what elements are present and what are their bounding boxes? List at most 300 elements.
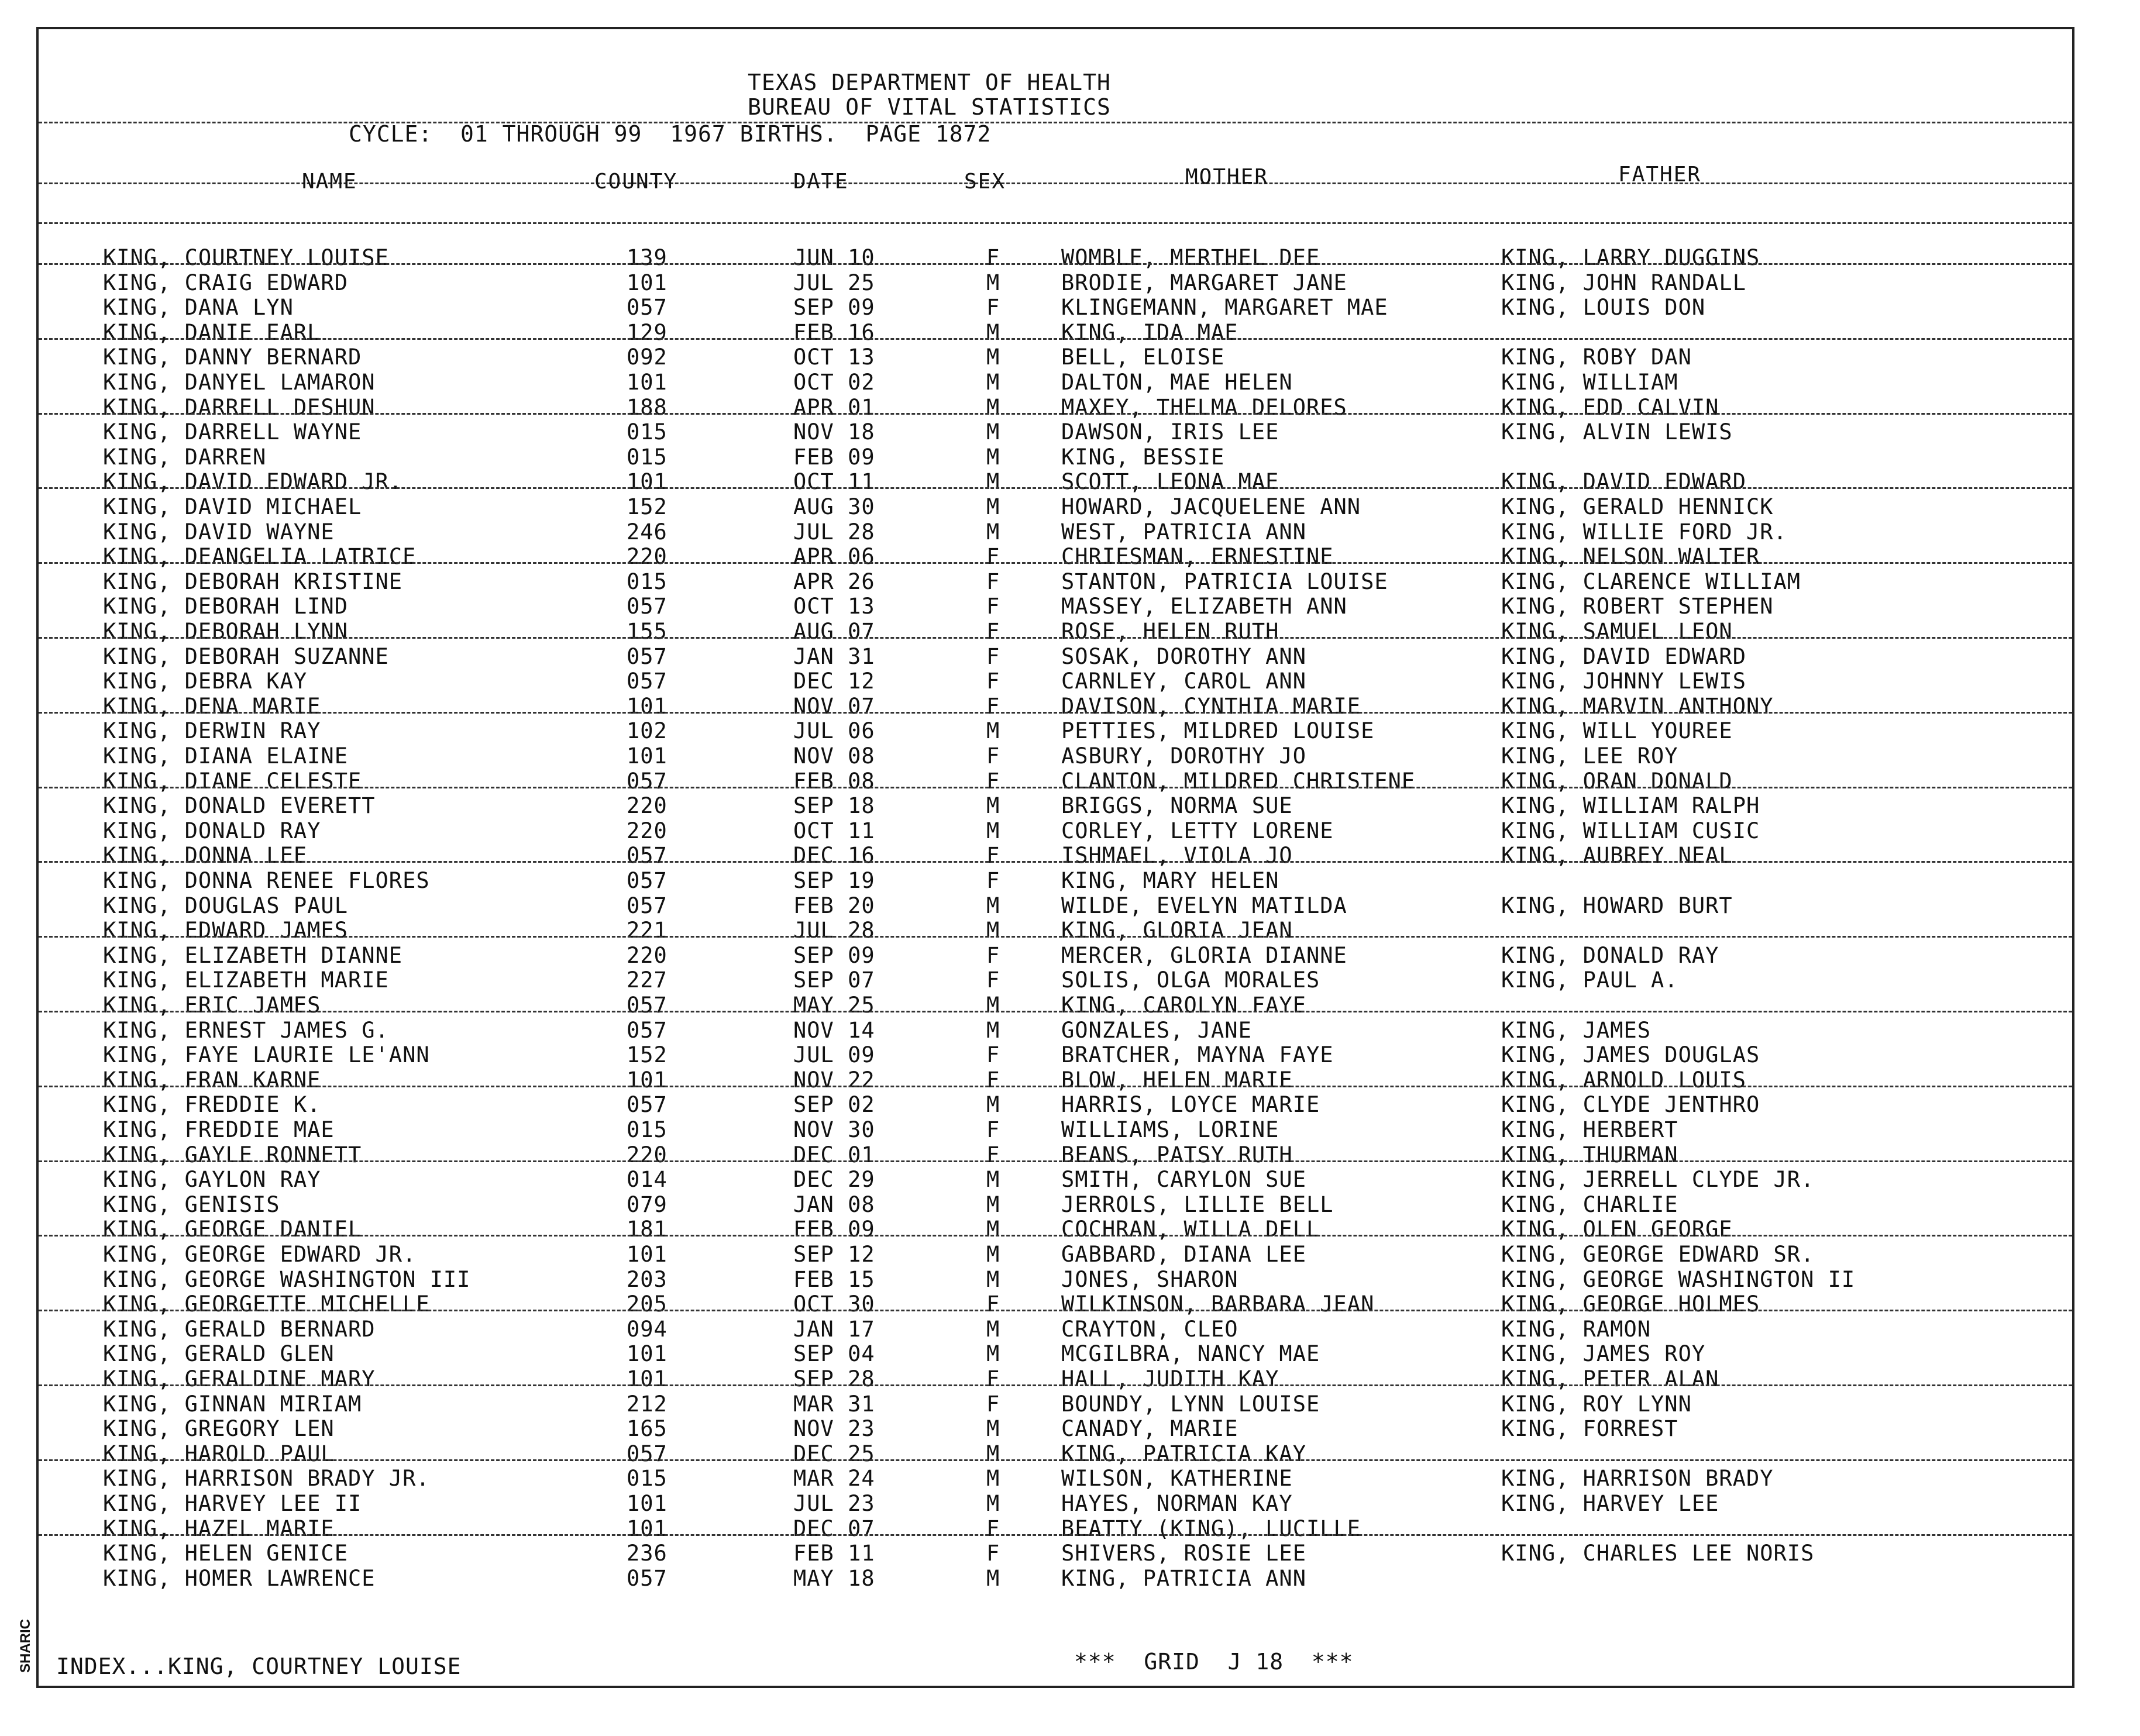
- row-county: 015: [627, 444, 668, 470]
- row-sex: F: [986, 868, 1000, 893]
- row-date: SEP 28: [793, 1366, 875, 1391]
- row-name: KING, DAVID MICHAEL: [103, 494, 362, 519]
- row-father: KING, LARRY DUGGINS: [1501, 245, 1760, 270]
- table-row: [39, 395, 2072, 420]
- row-name: KING, ELIZABETH MARIE: [103, 967, 389, 993]
- row-mother: HARRIS, LOYCE MARIE: [1061, 1092, 1320, 1118]
- row-sex: M: [986, 394, 1000, 420]
- row-father: KING, WILL YOUREE: [1501, 718, 1733, 744]
- row-father: KING, FORREST: [1501, 1416, 1678, 1442]
- row-date: JAN 17: [793, 1316, 875, 1342]
- row-sex: M: [986, 519, 1000, 545]
- row-mother: HOWARD, JACQUELENE ANN: [1061, 494, 1361, 519]
- row-name: KING, GEORGE DANIEL: [103, 1217, 362, 1242]
- table-row: [39, 1492, 2072, 1516]
- row-name: KING, CRAIG EDWARD: [103, 270, 348, 295]
- row-date: OCT 11: [793, 469, 875, 495]
- row-county: 220: [627, 544, 668, 570]
- row-separator: [39, 1086, 2072, 1087]
- row-date: DEC 01: [793, 1142, 875, 1167]
- row-sex: F: [986, 768, 1000, 794]
- row-father: KING, LOUIS DON: [1501, 295, 1706, 321]
- row-sex: M: [986, 345, 1000, 370]
- row-county: 101: [627, 1491, 668, 1516]
- row-date: JUL 23: [793, 1491, 875, 1516]
- row-date: MAY 25: [793, 993, 875, 1018]
- row-date: JUN 10: [793, 245, 875, 270]
- table-row: [39, 1018, 2072, 1043]
- row-mother: CARNLEY, CAROL ANN: [1061, 669, 1306, 694]
- row-sex: M: [986, 1242, 1000, 1267]
- row-sex: M: [986, 818, 1000, 843]
- row-father: KING, WILLIAM: [1501, 370, 1678, 395]
- row-county: 220: [627, 793, 668, 819]
- row-mother: CORLEY, LETTY LORENE: [1061, 818, 1334, 843]
- row-county: 203: [627, 1266, 668, 1292]
- row-county: 188: [627, 394, 668, 420]
- row-sex: F: [986, 594, 1000, 619]
- row-father: KING, DAVID EDWARD: [1501, 643, 1746, 669]
- row-name: KING, DARRELL WAYNE: [103, 419, 362, 445]
- row-father: KING, HERBERT: [1501, 1117, 1678, 1142]
- row-sex: M: [986, 993, 1000, 1018]
- row-county: 101: [627, 743, 668, 769]
- row-date: NOV 18: [793, 419, 875, 445]
- row-father: KING, HARVEY LEE: [1501, 1491, 1719, 1516]
- row-date: JAN 08: [793, 1191, 875, 1217]
- row-sex: F: [986, 643, 1000, 669]
- row-sex: M: [986, 469, 1000, 495]
- row-mother: ROSE, HELEN RUTH: [1061, 619, 1279, 644]
- row-mother: JERROLS, LILLIE BELL: [1061, 1191, 1334, 1217]
- row-mother: COCHRAN, WILLA DELL: [1061, 1217, 1320, 1242]
- row-mother: KING, PATRICIA ANN: [1061, 1565, 1306, 1591]
- row-separator: [39, 1011, 2072, 1012]
- row-father: KING, JAMES ROY: [1501, 1341, 1706, 1367]
- row-name: KING, HARVEY LEE II: [103, 1491, 362, 1516]
- row-mother: KING, MARY HELEN: [1061, 868, 1279, 893]
- row-separator: [39, 861, 2072, 863]
- row-mother: KING, GLORIA JEAN: [1061, 918, 1293, 943]
- row-sex: F: [986, 743, 1000, 769]
- table-row: [39, 321, 2072, 345]
- row-date: APR 01: [793, 394, 875, 420]
- row-separator: [39, 1459, 2072, 1461]
- row-date: MAR 24: [793, 1466, 875, 1492]
- row-mother: KING, IDA MAE: [1061, 319, 1238, 345]
- row-name: KING, GREGORY LEN: [103, 1416, 335, 1442]
- row-mother: HALL, JUDITH KAY: [1061, 1366, 1279, 1391]
- row-sex: M: [986, 444, 1000, 470]
- row-name: KING, DEBORAH SUZANNE: [103, 643, 389, 669]
- table-row: [39, 918, 2072, 943]
- bureau-title: BUREAU OF VITAL STATISTICS: [748, 94, 1111, 120]
- table-row: [39, 1167, 2072, 1192]
- column-header-county: COUNTY: [594, 170, 678, 194]
- row-county: 015: [627, 419, 668, 445]
- row-separator: [39, 413, 2072, 415]
- row-sex: M: [986, 1466, 1000, 1492]
- row-father: KING, ARNOLD LOUIS: [1501, 1067, 1746, 1093]
- row-father: KING, JOHNNY LEWIS: [1501, 669, 1746, 694]
- row-sex: M: [986, 718, 1000, 744]
- row-name: KING, DONNA LEE: [103, 843, 308, 869]
- row-name: KING, HARRISON BRADY JR.: [103, 1466, 430, 1492]
- row-mother: BLOW, HELEN MARIE: [1061, 1067, 1293, 1093]
- row-sex: M: [986, 319, 1000, 345]
- row-father: KING, ROBERT STEPHEN: [1501, 594, 1774, 619]
- row-sex: F: [986, 544, 1000, 570]
- row-name: KING, GEORGETTE MICHELLE: [103, 1291, 430, 1317]
- row-sex: M: [986, 1017, 1000, 1043]
- row-date: NOV 30: [793, 1117, 875, 1142]
- row-sex: M: [986, 1167, 1000, 1193]
- row-father: KING, DAVID EDWARD: [1501, 469, 1746, 495]
- table-row: [39, 619, 2072, 644]
- row-name: KING, ERIC JAMES: [103, 993, 321, 1018]
- table-row: [39, 993, 2072, 1018]
- row-date: JAN 31: [793, 643, 875, 669]
- row-county: 212: [627, 1391, 668, 1417]
- row-date: FEB 09: [793, 1217, 875, 1242]
- row-county: 181: [627, 1217, 668, 1242]
- row-separator: [39, 637, 2072, 639]
- row-sex: M: [986, 793, 1000, 819]
- agency-title: TEXAS DEPARTMENT OF HEALTH: [748, 70, 1111, 95]
- row-county: 101: [627, 469, 668, 495]
- table-row: [39, 445, 2072, 470]
- row-father: KING, JERRELL CLYDE JR.: [1501, 1167, 1815, 1193]
- row-county: 057: [627, 868, 668, 893]
- table-row: [39, 1442, 2072, 1466]
- row-county: 220: [627, 1142, 668, 1167]
- row-sex: F: [986, 843, 1000, 869]
- row-county: 101: [627, 270, 668, 295]
- row-mother: DAVISON, CYNTHIA MARIE: [1061, 693, 1361, 719]
- row-sex: M: [986, 1416, 1000, 1442]
- row-mother: BELL, ELOISE: [1061, 345, 1225, 370]
- row-name: KING, GAYLE RONNETT: [103, 1142, 362, 1167]
- row-date: FEB 09: [793, 444, 875, 470]
- row-separator: [39, 936, 2072, 938]
- row-mother: MCGILBRA, NANCY MAE: [1061, 1341, 1320, 1367]
- row-father: KING, HARRISON BRADY: [1501, 1466, 1774, 1492]
- row-mother: PETTIES, MILDRED LOUISE: [1061, 718, 1375, 744]
- row-county: 155: [627, 619, 668, 644]
- table-row: [39, 1043, 2072, 1067]
- cycle-line: CYCLE: 01 THROUGH 99 1967 BIRTHS. PAGE 1872: [349, 121, 992, 147]
- row-date: JUL 06: [793, 718, 875, 744]
- row-sex: F: [986, 1067, 1000, 1093]
- row-name: KING, FAYE LAURIE LE'ANN: [103, 1042, 430, 1068]
- row-separator: [39, 1310, 2072, 1311]
- row-name: KING, DARREN: [103, 444, 267, 470]
- row-sex: M: [986, 1491, 1000, 1516]
- row-father: KING, CHARLIE: [1501, 1191, 1678, 1217]
- row-father: KING, JOHN RANDALL: [1501, 270, 1746, 295]
- row-sex: M: [986, 1266, 1000, 1292]
- row-county: 057: [627, 1441, 668, 1466]
- row-date: SEP 02: [793, 1092, 875, 1118]
- row-date: NOV 08: [793, 743, 875, 769]
- row-name: KING, DANYEL LAMARON: [103, 370, 376, 395]
- row-date: NOV 23: [793, 1416, 875, 1442]
- row-separator: [39, 787, 2072, 788]
- row-mother: WILKINSON, BARBARA JEAN: [1061, 1291, 1375, 1317]
- row-father: KING, AUBREY NEAL: [1501, 843, 1733, 869]
- row-mother: KING, CAROLYN FAYE: [1061, 993, 1306, 1018]
- row-county: 227: [627, 967, 668, 993]
- row-date: FEB 08: [793, 768, 875, 794]
- table-row: [39, 1566, 2072, 1591]
- row-father: KING, THURMAN: [1501, 1142, 1678, 1167]
- row-county: 015: [627, 1466, 668, 1492]
- row-county: 057: [627, 843, 668, 869]
- row-father: KING, ALVIN LEWIS: [1501, 419, 1733, 445]
- row-name: KING, DANA LYN: [103, 295, 294, 321]
- table-row: [39, 719, 2072, 743]
- row-mother: MERCER, GLORIA DIANNE: [1061, 942, 1347, 968]
- row-name: KING, HAROLD PAUL: [103, 1441, 335, 1466]
- table-row: [39, 370, 2072, 395]
- row-father: KING, EDD CALVIN: [1501, 394, 1719, 420]
- row-mother: ISHMAEL, VIOLA JO: [1061, 843, 1293, 869]
- row-sex: M: [986, 370, 1000, 395]
- row-sex: F: [986, 1541, 1000, 1566]
- row-date: FEB 20: [793, 893, 875, 918]
- row-name: KING, DONALD EVERETT: [103, 793, 376, 819]
- table-row: [39, 1118, 2072, 1142]
- margin-stamp: SHARIC: [18, 1618, 33, 1673]
- row-separator: [39, 1235, 2072, 1236]
- row-date: OCT 30: [793, 1291, 875, 1317]
- row-mother: CRAYTON, CLEO: [1061, 1316, 1238, 1342]
- row-mother: MAXEY, THELMA DELORES: [1061, 394, 1347, 420]
- row-father: KING, HOWARD BURT: [1501, 893, 1733, 918]
- row-mother: GABBARD, DIANA LEE: [1061, 1242, 1306, 1267]
- row-name: KING, DANNY BERNARD: [103, 345, 362, 370]
- row-sex: F: [986, 619, 1000, 644]
- table-row: [39, 843, 2072, 868]
- table-row: [39, 645, 2072, 669]
- row-name: KING, DAVID WAYNE: [103, 519, 335, 545]
- row-county: 102: [627, 718, 668, 744]
- table-row: [39, 744, 2072, 769]
- row-father: KING, JAMES DOUGLAS: [1501, 1042, 1760, 1068]
- table-row: [39, 470, 2072, 494]
- table-row: [39, 420, 2072, 445]
- column-header-name: NAME: [302, 170, 357, 194]
- row-name: KING, DEBORAH KRISTINE: [103, 569, 403, 594]
- row-county: 221: [627, 918, 668, 943]
- row-date: JUL 09: [793, 1042, 875, 1068]
- row-name: KING, GERALD BERNARD: [103, 1316, 376, 1342]
- row-county: 152: [627, 1042, 668, 1068]
- row-county: 094: [627, 1316, 668, 1342]
- row-county: 101: [627, 1242, 668, 1267]
- row-date: FEB 11: [793, 1541, 875, 1566]
- row-name: KING, HAZEL MARIE: [103, 1515, 335, 1541]
- row-sex: F: [986, 1117, 1000, 1142]
- row-father: KING, MARVIN ANTHONY: [1501, 693, 1774, 719]
- row-father: KING, SAMUEL LEON: [1501, 619, 1733, 644]
- row-date: NOV 14: [793, 1017, 875, 1043]
- row-mother: BOUNDY, LYNN LOUISE: [1061, 1391, 1320, 1417]
- row-separator: [39, 562, 2072, 564]
- row-name: KING, EDWARD JAMES: [103, 918, 348, 943]
- row-mother: SMITH, CARYLON SUE: [1061, 1167, 1306, 1193]
- table-row: [39, 594, 2072, 619]
- row-mother: BEATTY (KING), LUCILLE: [1061, 1515, 1361, 1541]
- table-row: [39, 1143, 2072, 1167]
- row-separator: [39, 1160, 2072, 1162]
- row-county: 101: [627, 1515, 668, 1541]
- row-father: KING, ROBY DAN: [1501, 345, 1692, 370]
- row-date: OCT 13: [793, 594, 875, 619]
- table-row: [39, 271, 2072, 295]
- row-county: 057: [627, 594, 668, 619]
- row-father: KING, OLEN GEORGE: [1501, 1217, 1733, 1242]
- row-date: JUL 25: [793, 270, 875, 295]
- row-date: DEC 16: [793, 843, 875, 869]
- row-mother: CLANTON, MILDRED CHRISTENE: [1061, 768, 1416, 794]
- row-date: AUG 07: [793, 619, 875, 644]
- row-father: KING, NELSON WALTER: [1501, 544, 1760, 570]
- row-date: OCT 02: [793, 370, 875, 395]
- table-row: [39, 1317, 2072, 1342]
- row-name: KING, FREDDIE MAE: [103, 1117, 335, 1142]
- row-date: APR 26: [793, 569, 875, 594]
- row-mother: STANTON, PATRICIA LOUISE: [1061, 569, 1388, 594]
- row-mother: MASSEY, ELIZABETH ANN: [1061, 594, 1347, 619]
- row-county: 057: [627, 1092, 668, 1118]
- row-sex: M: [986, 1092, 1000, 1118]
- row-county: 015: [627, 569, 668, 594]
- table-row: [39, 295, 2072, 320]
- row-father: KING, ORAN DONALD: [1501, 768, 1733, 794]
- table-row: [39, 769, 2072, 794]
- row-county: 057: [627, 993, 668, 1018]
- table-row: [39, 1242, 2072, 1267]
- row-mother: KLINGEMANN, MARGARET MAE: [1061, 295, 1388, 321]
- row-sex: F: [986, 1291, 1000, 1317]
- row-father: KING, DONALD RAY: [1501, 942, 1719, 968]
- row-date: OCT 13: [793, 345, 875, 370]
- row-mother: BEANS, PATSY RUTH: [1061, 1142, 1293, 1167]
- table-row: [39, 1292, 2072, 1317]
- row-mother: WILDE, EVELYN MATILDA: [1061, 893, 1347, 918]
- row-mother: DAWSON, IRIS LEE: [1061, 419, 1279, 445]
- table-row: [39, 869, 2072, 893]
- row-name: KING, DIANA ELAINE: [103, 743, 348, 769]
- birth-records-table: [39, 29, 2072, 1686]
- table-row: [39, 694, 2072, 719]
- table-row: [39, 943, 2072, 968]
- row-mother: SHIVERS, ROSIE LEE: [1061, 1541, 1306, 1566]
- table-row: [39, 968, 2072, 993]
- row-county: 101: [627, 1366, 668, 1391]
- row-sex: M: [986, 918, 1000, 943]
- row-name: KING, COURTNEY LOUISE: [103, 245, 389, 270]
- table-row: [39, 1417, 2072, 1441]
- row-mother: JONES, SHARON: [1061, 1266, 1238, 1292]
- table-row: [39, 1367, 2072, 1391]
- row-father: KING, GERALD HENNICK: [1501, 494, 1774, 519]
- table-row: [39, 1342, 2072, 1366]
- row-father: KING, GEORGE EDWARD SR.: [1501, 1242, 1815, 1267]
- table-row: [39, 495, 2072, 519]
- row-mother: ASBURY, DOROTHY JO: [1061, 743, 1306, 769]
- row-sex: M: [986, 893, 1000, 918]
- row-name: KING, DONALD RAY: [103, 818, 321, 843]
- row-county: 079: [627, 1191, 668, 1217]
- row-mother: HAYES, NORMAN KAY: [1061, 1491, 1293, 1516]
- row-date: DEC 07: [793, 1515, 875, 1541]
- row-mother: WILLIAMS, LORINE: [1061, 1117, 1279, 1142]
- row-father: KING, CLARENCE WILLIAM: [1501, 569, 1801, 594]
- row-name: KING, GEORGE EDWARD JR.: [103, 1242, 417, 1267]
- row-mother: CANADY, MARIE: [1061, 1416, 1238, 1442]
- row-name: KING, DONNA RENEE FLORES: [103, 868, 430, 893]
- table-row: [39, 1193, 2072, 1217]
- column-header-mother: MOTHER: [1185, 165, 1269, 189]
- row-sex: M: [986, 1341, 1000, 1367]
- row-county: 236: [627, 1541, 668, 1566]
- row-father: KING, CLYDE JENTHRO: [1501, 1092, 1760, 1118]
- row-mother: KING, PATRICIA KAY: [1061, 1441, 1306, 1466]
- row-date: NOV 07: [793, 693, 875, 719]
- row-name: KING, DEANGELIA LATRICE: [103, 544, 417, 570]
- row-name: KING, GINNAN MIRIAM: [103, 1391, 362, 1417]
- row-date: SEP 09: [793, 295, 875, 321]
- row-county: 139: [627, 245, 668, 270]
- row-county: 057: [627, 295, 668, 321]
- row-county: 014: [627, 1167, 668, 1193]
- row-mother: CHRIESMAN, ERNESTINE: [1061, 544, 1334, 570]
- row-county: 057: [627, 643, 668, 669]
- row-mother: DALTON, MAE HELEN: [1061, 370, 1293, 395]
- row-sex: F: [986, 942, 1000, 968]
- row-date: OCT 11: [793, 818, 875, 843]
- column-header-sex: SEX: [964, 170, 1006, 194]
- table-row: [39, 1517, 2072, 1541]
- row-name: KING, DENA MARIE: [103, 693, 321, 719]
- row-name: KING, DERWIN RAY: [103, 718, 321, 744]
- row-county: 101: [627, 1341, 668, 1367]
- row-date: SEP 19: [793, 868, 875, 893]
- row-sex: M: [986, 419, 1000, 445]
- row-county: 057: [627, 768, 668, 794]
- row-county: 015: [627, 1117, 668, 1142]
- table-row: [39, 1093, 2072, 1117]
- row-sex: F: [986, 569, 1000, 594]
- row-father: KING, WILLIAM CUSIC: [1501, 818, 1760, 843]
- row-father: KING, PAUL A.: [1501, 967, 1678, 993]
- row-name: KING, DEBRA KAY: [103, 669, 308, 694]
- row-mother: GONZALES, JANE: [1061, 1017, 1252, 1043]
- table-row: [39, 345, 2072, 370]
- row-sex: M: [986, 270, 1000, 295]
- column-header-father: FATHER: [1618, 163, 1702, 187]
- row-county: 129: [627, 319, 668, 345]
- row-name: KING, GERALD GLEN: [103, 1341, 335, 1367]
- row-name: KING, ERNEST JAMES G.: [103, 1017, 389, 1043]
- row-county: 101: [627, 1067, 668, 1093]
- row-county: 152: [627, 494, 668, 519]
- row-name: KING, HELEN GENICE: [103, 1541, 348, 1566]
- row-name: KING, ELIZABETH DIANNE: [103, 942, 403, 968]
- row-name: KING, DEBORAH LYNN: [103, 619, 348, 644]
